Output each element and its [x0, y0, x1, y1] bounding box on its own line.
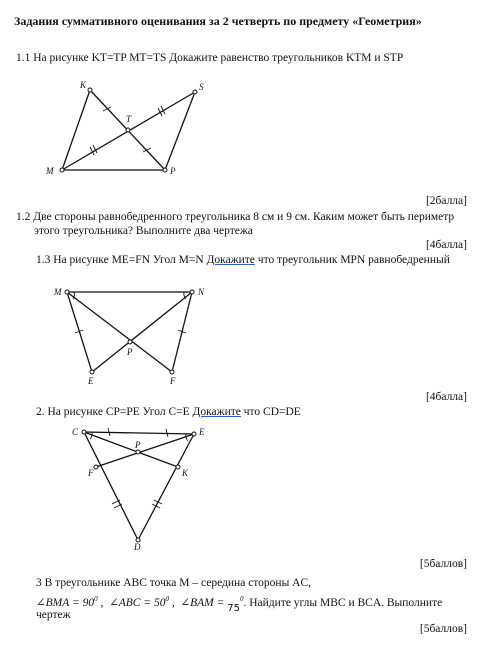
label-e: E — [88, 376, 94, 386]
segment-nf — [172, 292, 192, 372]
segment-ce — [84, 432, 194, 434]
point-s — [193, 90, 197, 94]
task4-text-link: Докажите — [192, 406, 241, 418]
task5-line1: 3 В треугольнике ABC точка M – середина стороны AC, — [36, 577, 312, 589]
label-e: E — [199, 427, 205, 437]
angle-bam-value: 75 — [227, 602, 240, 614]
figure-mpn — [52, 282, 222, 394]
point-f — [170, 370, 174, 374]
segment-me — [67, 292, 92, 372]
degree-3: 0 — [239, 595, 244, 603]
label-d: D — [134, 542, 141, 552]
point-m — [60, 168, 64, 172]
label-c: C — [72, 427, 79, 437]
point-f — [94, 465, 98, 469]
label-p: P — [170, 166, 176, 176]
task3-text-after: что треугольник MPN равнобедренный — [254, 254, 450, 266]
label-m: M — [54, 287, 62, 297]
task5-line2: ∠BMA = $90^0$ , ∠ABC = $50^0$ , ∠BAM = $75^0$. Найдите углы MBC и BCA. Выполните — [36, 595, 443, 614]
segment-mf — [67, 292, 172, 372]
point-e — [90, 370, 94, 374]
point-c — [82, 430, 86, 434]
page-title: Задания суммативного оценивания за 2 четверть по предмету «Геометрия» — [14, 14, 422, 28]
point-t — [126, 128, 130, 132]
task3-text — [36, 253, 450, 267]
task4-score: [5баллов] — [419, 558, 467, 570]
segment-cd — [84, 432, 138, 540]
task3-text-link: Докажите — [206, 254, 255, 266]
task3-score: [4балла] — [425, 391, 467, 403]
task5-line3: чертеж — [36, 609, 71, 621]
task1-text: 1.1 На рисунке KT=TP MT=TS Докажите равенство треугольников KTM и STP — [16, 52, 404, 64]
label-k: K — [80, 80, 87, 90]
segment-sp — [165, 92, 195, 170]
task2-line2: этого треугольника? Выполните два чертежа — [34, 225, 253, 237]
angle-bam: ∠BAM = — [180, 596, 225, 609]
segment-ck — [84, 432, 178, 467]
task1-score: [2балла] — [425, 195, 467, 207]
angle-abc: ∠ABC = 50 — [109, 596, 166, 609]
point-k — [176, 465, 180, 469]
point-m — [65, 290, 69, 294]
degree-2: 0 — [165, 595, 169, 603]
point-p — [136, 450, 140, 454]
segment-km — [62, 90, 90, 170]
task2-line1: 1.2 Две стороны равнобедренного треугольника 8 см и 9 см. Каким может быть периметр — [16, 211, 455, 223]
label-n: N — [198, 287, 205, 297]
label-s: S — [199, 82, 204, 92]
angle-bma: ∠BMA = 90 — [36, 596, 95, 609]
label-k: K — [182, 468, 189, 478]
label-m: M — [46, 166, 54, 176]
label-f: F — [88, 468, 94, 478]
angle-arc-c — [90, 432, 92, 439]
task3-text-before: 1.3 На рисунке ME=FN Угол M=N — [36, 254, 207, 266]
task4-text — [36, 405, 301, 419]
task5-score: [5баллов] — [419, 623, 467, 635]
figure-ktm-stp — [46, 78, 220, 188]
point-n — [190, 290, 194, 294]
angle-arc-e — [186, 434, 188, 441]
point-e — [192, 432, 196, 436]
point-k — [88, 88, 92, 92]
figure-cde — [68, 422, 208, 552]
task4-text-after: что CD=DE — [240, 406, 301, 418]
segment-ne — [92, 292, 192, 372]
point-p — [163, 168, 167, 172]
degree-1: 0 — [94, 595, 98, 603]
task5-rest: . Найдите углы MBC и BCA. Выполните — [243, 596, 443, 609]
label-p: P — [127, 347, 133, 357]
point-p — [128, 340, 132, 344]
label-f: F — [170, 376, 176, 386]
task4-text-before: 2. На рисунке CP=PE Угол C=E — [36, 406, 193, 418]
label-t: T — [126, 114, 132, 124]
task2-score: [4балла] — [425, 239, 467, 251]
label-p: P — [135, 440, 141, 450]
